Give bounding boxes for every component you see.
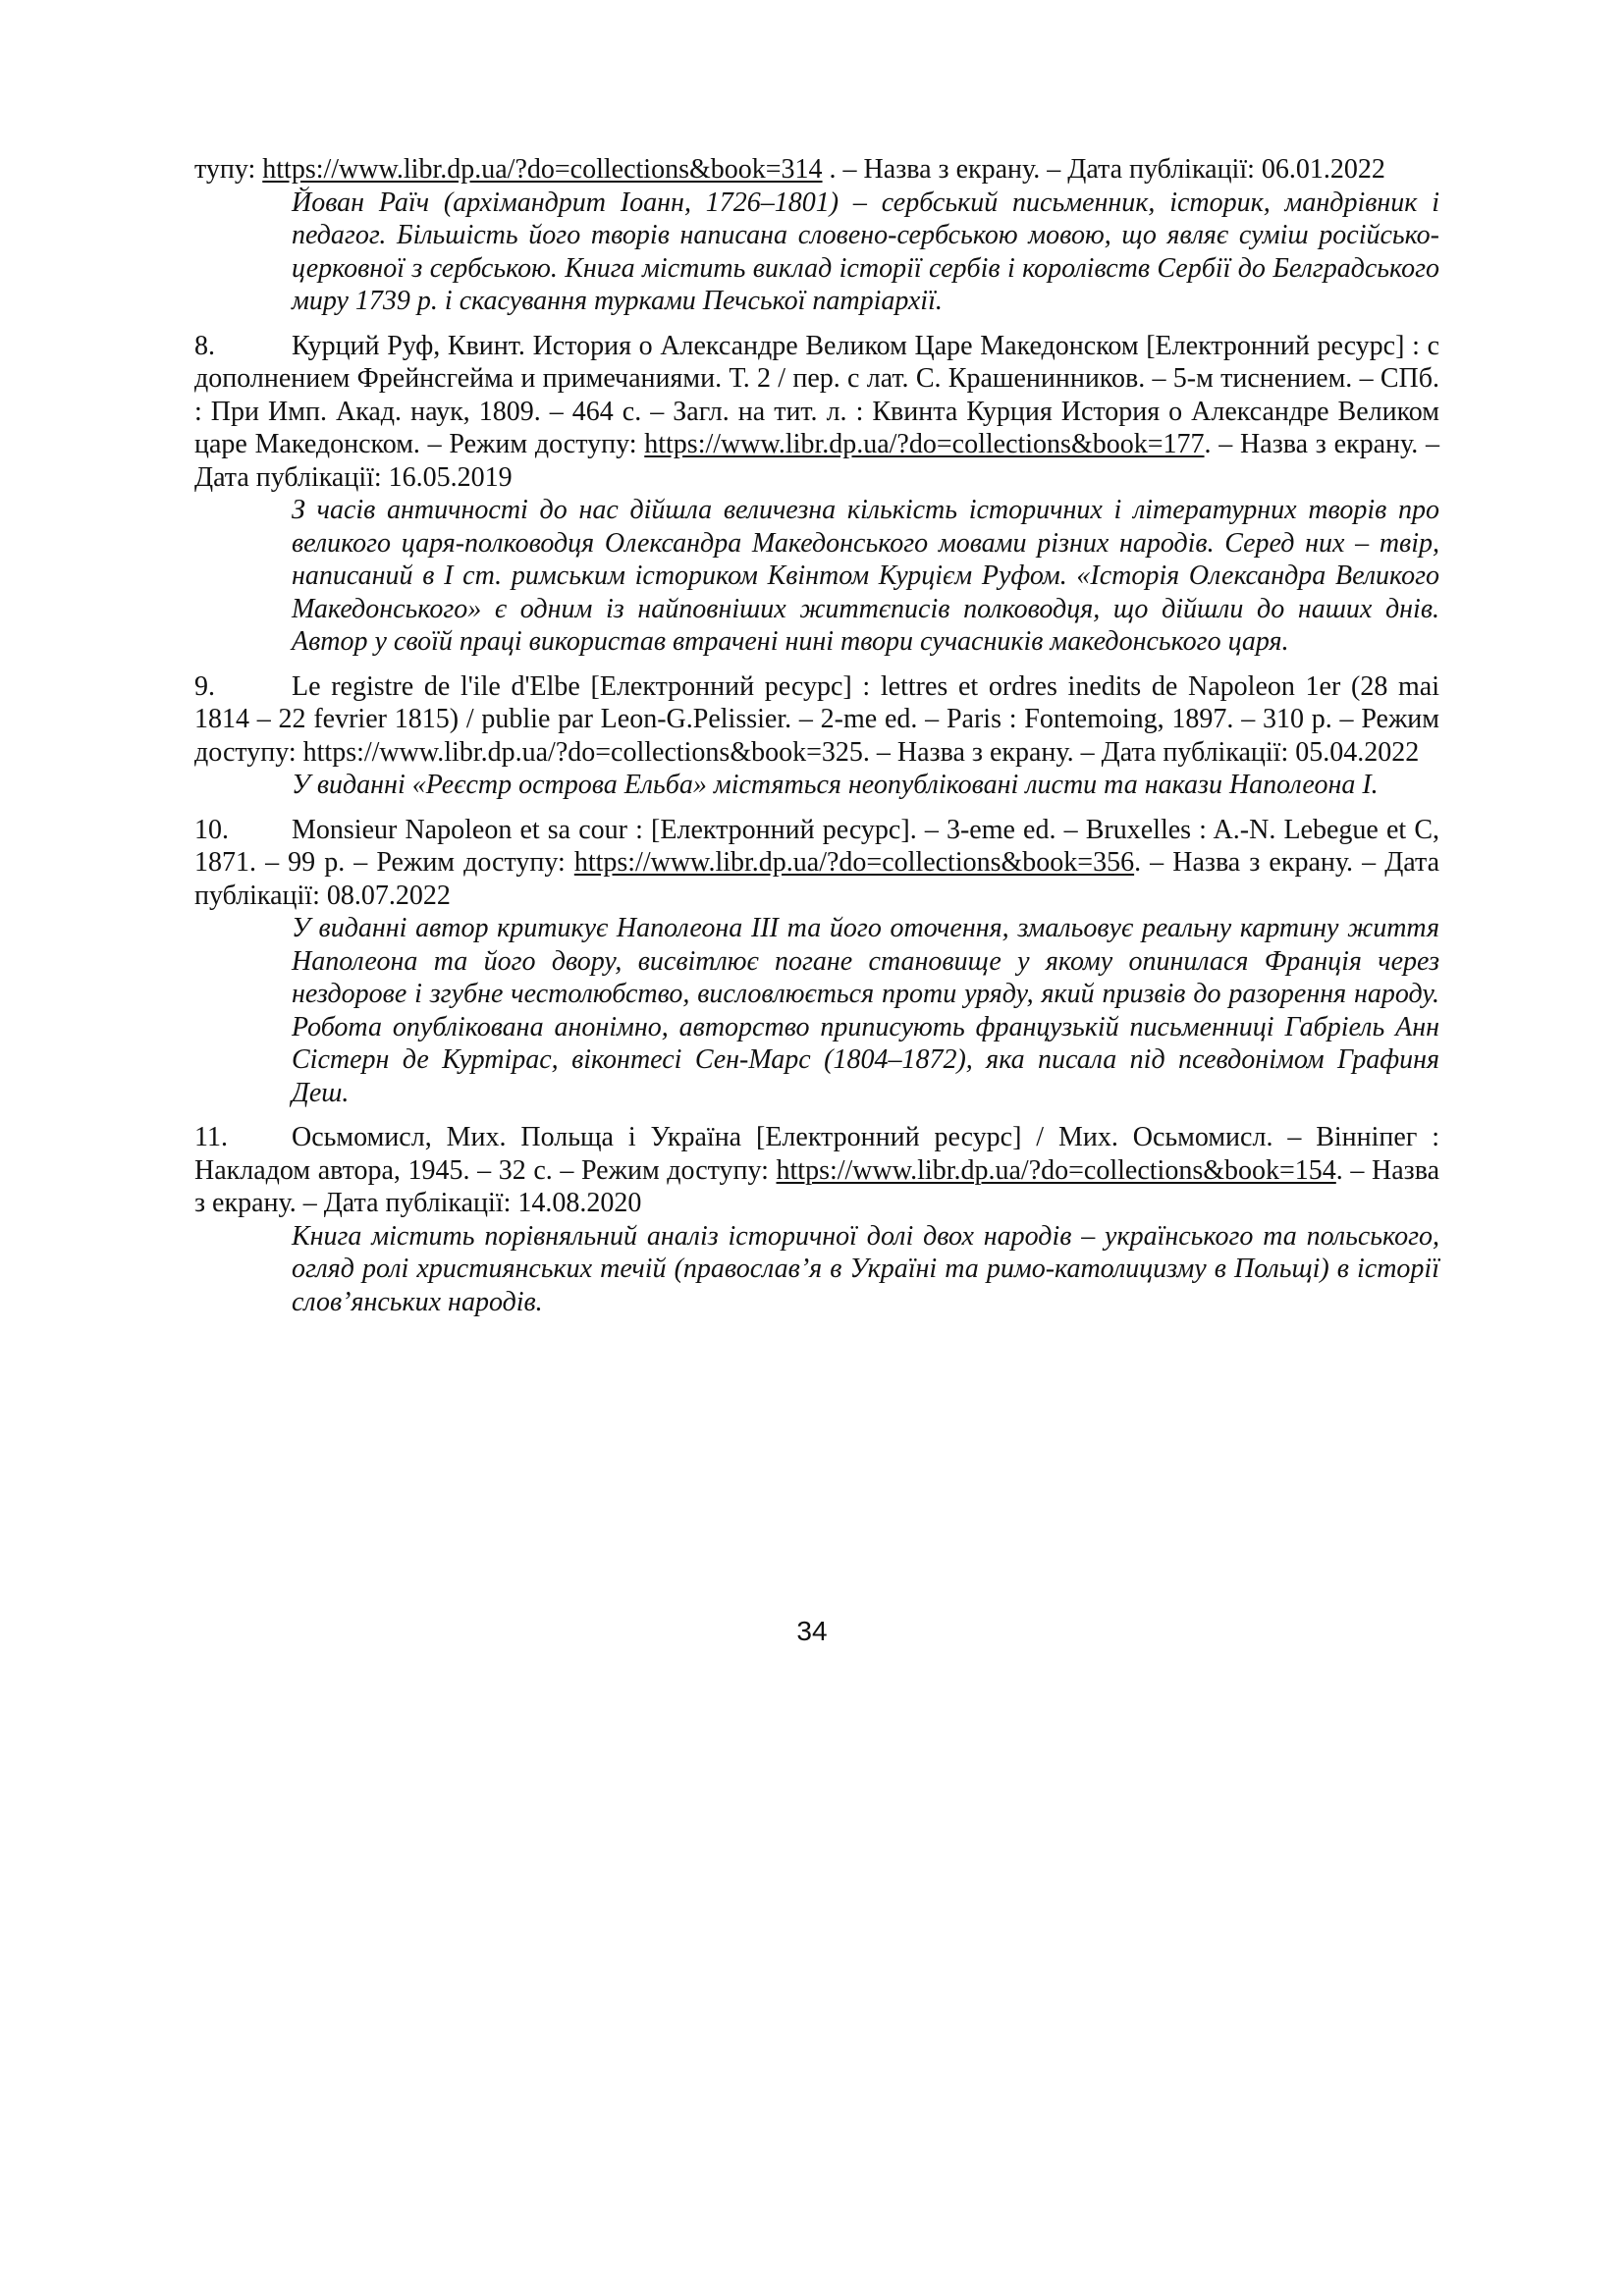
entry-annotation: Книга містить порівняльний аналіз історичної долі двох народів – українського та польського, огляд ролі християнських течій (православ’я в Україні та римо-католицизму в Польщі) в історії слов’янських народів.: [292, 1220, 1439, 1317]
entry-9: [194, 670, 1439, 802]
entry-suffix: . – Назва з екрану. – Дата публікації: 08.07.2022: [194, 847, 1440, 911]
entry-suffix: . – Назва з екрану. – Дата публікації: 06.01.2022: [822, 154, 1385, 185]
entry-annotation: У виданні «Реєстр острова Ельба» містяться неопубліковані листи та накази Наполеона І.: [292, 770, 1379, 800]
entry-link[interactable]: https://www.libr.dp.ua/?do=collections&book=356: [573, 847, 1135, 878]
entry-number: 8.: [194, 330, 215, 361]
bibliography-list: [194, 153, 1439, 1318]
entry-text: тупу:: [194, 154, 263, 185]
entry-continuation: [194, 153, 1439, 318]
entry-number: 11.: [194, 1122, 228, 1152]
entry-number: 10.: [194, 814, 229, 845]
entry-annotation: У виданні автор критикує Наполеона ІІІ та його оточення, змальовує реальну картину життя Наполеона та його двору, висвітлює погане становище у якому опинилася Франція через нездорове і згубне честолюбство, висловлюється проти уряду, який призвів до разорення народу. Робота опублікована анонімно, авторство приписують французькій письменниці Габріель Анн Сістерн де Куртірас, віконтесі Сен-Марс (1804–1872), яка писала під псевдонімом Графиня Деш.: [292, 913, 1439, 1108]
entry-8: [194, 330, 1439, 659]
entry-10: [194, 814, 1439, 1110]
entry-link[interactable]: https://www.libr.dp.ua/?do=collections&book=154: [776, 1154, 1336, 1186]
entry-text: Осьмомисл, Мих. Польща і Україна [Електронний ресурс] / Мих. Осьмомисл. – Вінніпег : Накладом автора, 1945. – 32 с. – Режим доступу:: [194, 1122, 1439, 1186]
entry-suffix: . – Назва з екрану. – Дата публікації: 14.08.2020: [194, 1154, 1439, 1218]
entry-11: [194, 1121, 1439, 1318]
entry-link[interactable]: https://www.libr.dp.ua/?do=collections&book=177: [644, 429, 1205, 459]
entry-annotation: Йован Раїч (архімандрит Іоанн, 1726–1801) – сербський письменник, історик, мандрівник і педагог. Більшість його творів написана словено-сербською мовою, що являє суміш російсько-церковної з сербською. Книга містить виклад історії сербів і королівств Сербії до Белградського миру 1739 р. і скасування турками Печської патріархії.: [292, 187, 1439, 316]
entry-text: Курций Руф, Квинт. История о Александре Великом Царе Македонском [Електронний ресурс] : с дополнением Фрейнсгейма и примечаниями. Т. 2 / пер. с лат. С. Крашенинников. – 5-м тиснением. – СПб. : При Имп. Акад. наук, 1809. – 464 с. – Загл. на тит. л. : Квинта Курция История о Александре Великом царе Македонском. – Режим доступу:: [194, 330, 1439, 459]
entry-text: Le registre de l'ile d'Elbe [Електронний ресурс] : lettres et ordres inedits de Napoleon 1er (28 mai 1814 – 22 fevrier 1815) / publie par Leon-G.Pelissier. – 2-me ed. – Paris : Fontemoing, 1897. – 310 p. – Режим доступу: https://www.libr.dp.ua/?do=collections&book=325. – Назва з екрану. – Дата публікації: 05.04.2022: [194, 670, 1439, 768]
entry-annotation: З часів античності до нас дійшла величезна кількість історичних і літературних творів про великого царя-полководця Олександра Македонського мовами різних народів. Серед них – твір, написаний в І ст. римським істориком Квінтом Курцієм Руфом. «Історія Олександра Великого Македонського» є одним із найповніших життєписів полководця, що дійшли до наших днів. Автор у своїй праці використав втрачені нині твори сучасників македонського царя.: [292, 495, 1439, 657]
entry-text: Monsieur Napoleon et sa cour : [Електронний ресурс]. – 3-eme ed. – Bruxelles : A.-N. Lebegue et C, 1871. – 99 p. – Режим доступу:: [194, 814, 1439, 878]
entry-number: 9.: [194, 670, 215, 702]
entry-link[interactable]: https://www.libr.dp.ua/?do=collections&book=314: [262, 154, 823, 185]
entry-suffix: . – Назва з екрану. – Дата публікації: 16.05.2019: [194, 429, 1439, 493]
page-number: 34: [796, 1616, 828, 1646]
